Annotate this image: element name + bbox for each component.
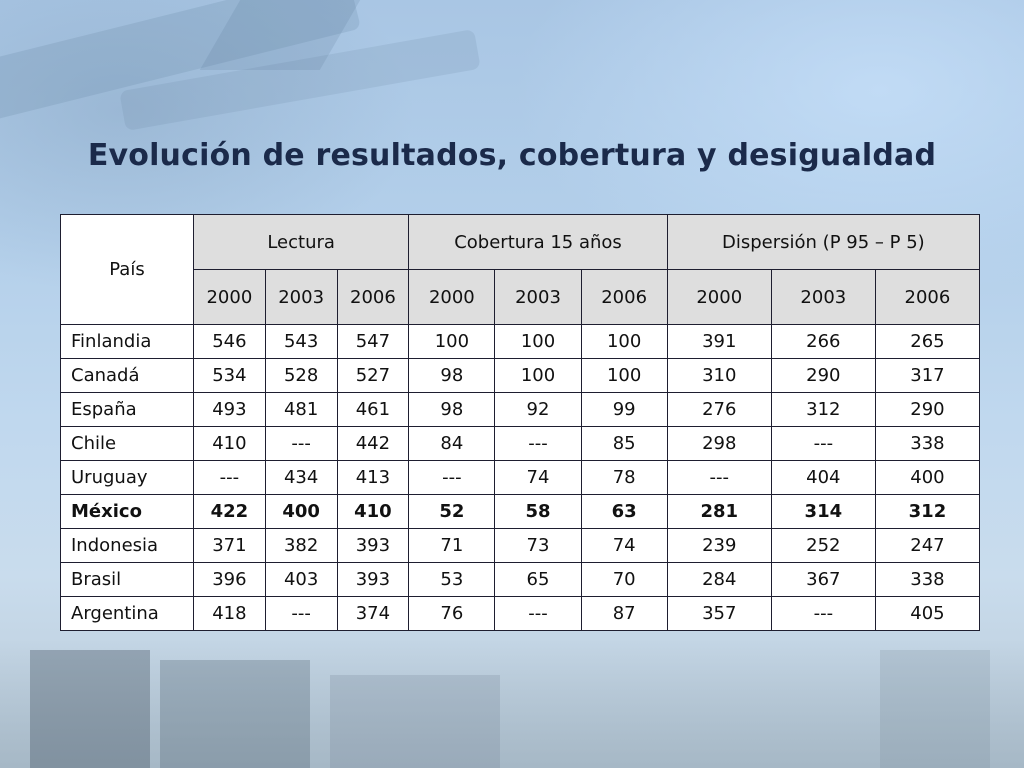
table-row (61, 563, 980, 597)
country-cell: España (61, 393, 194, 427)
cobertura-2000-cell: 84 (409, 427, 495, 461)
table-row (61, 393, 980, 427)
background-decoration (160, 660, 310, 768)
dispersion-2000-cell: 239 (667, 529, 771, 563)
background-decoration (200, 0, 360, 70)
cobertura-2006-cell: 99 (581, 393, 667, 427)
cobertura-2006-cell: 85 (581, 427, 667, 461)
lectura-2006-cell: 461 (337, 393, 409, 427)
background-decoration (119, 29, 480, 131)
dispersion-2003-cell: --- (771, 597, 875, 631)
cobertura-2000-cell: 98 (409, 393, 495, 427)
lectura-2006-cell: 442 (337, 427, 409, 461)
dispersion-2003-cell: 404 (771, 461, 875, 495)
dispersion-2000-cell: 391 (667, 325, 771, 359)
cobertura-2003-cell: 73 (495, 529, 581, 563)
year-header: 2006 (337, 270, 409, 325)
dispersion-2006-cell: 265 (875, 325, 979, 359)
dispersion-2006-cell: 290 (875, 393, 979, 427)
dispersion-2000-cell: 284 (667, 563, 771, 597)
lectura-2000-cell: 396 (194, 563, 266, 597)
lectura-2006-cell: 547 (337, 325, 409, 359)
cobertura-2000-cell: 76 (409, 597, 495, 631)
year-header: 2003 (771, 270, 875, 325)
cobertura-2003-cell: 100 (495, 325, 581, 359)
year-header: 2003 (265, 270, 337, 325)
dispersion-2003-cell: --- (771, 427, 875, 461)
table-row (61, 427, 980, 461)
cobertura-2006-cell: 78 (581, 461, 667, 495)
dispersion-2006-cell: 338 (875, 427, 979, 461)
dispersion-2000-cell: 276 (667, 393, 771, 427)
cobertura-2000-cell: --- (409, 461, 495, 495)
year-header: 2006 (875, 270, 979, 325)
country-cell: Indonesia (61, 529, 194, 563)
country-cell: Finlandia (61, 325, 194, 359)
slide-title: Evolución de resultados, cobertura y desigualdad (87, 138, 937, 173)
lectura-2006-cell: 374 (337, 597, 409, 631)
dispersion-2006-cell: 338 (875, 563, 979, 597)
group-header-cobertura: Cobertura 15 años (409, 215, 667, 270)
background-decoration (330, 675, 500, 768)
cobertura-2006-cell: 70 (581, 563, 667, 597)
background-decoration (880, 650, 990, 768)
group-header-dispersion: Dispersión (P 95 – P 5) (667, 215, 979, 270)
country-cell: Canadá (61, 359, 194, 393)
cobertura-2006-cell: 74 (581, 529, 667, 563)
lectura-2003-cell: 403 (265, 563, 337, 597)
lectura-2003-cell: --- (265, 597, 337, 631)
lectura-2006-cell: 413 (337, 461, 409, 495)
lectura-2003-cell: 434 (265, 461, 337, 495)
group-header-lectura: Lectura (194, 215, 409, 270)
lectura-2003-cell: --- (265, 427, 337, 461)
cobertura-2006-cell: 100 (581, 325, 667, 359)
lectura-2006-cell: 527 (337, 359, 409, 393)
table-row (61, 461, 980, 495)
lectura-2006-cell: 393 (337, 529, 409, 563)
table-row (61, 529, 980, 563)
results-table (60, 214, 980, 631)
dispersion-2006-cell: 400 (875, 461, 979, 495)
dispersion-2000-cell: 357 (667, 597, 771, 631)
dispersion-2006-cell: 317 (875, 359, 979, 393)
lectura-2003-cell: 528 (265, 359, 337, 393)
year-header: 2000 (667, 270, 771, 325)
lectura-2003-cell: 481 (265, 393, 337, 427)
lectura-2003-cell: 400 (265, 495, 337, 529)
dispersion-2000-cell: --- (667, 461, 771, 495)
year-header: 2000 (194, 270, 266, 325)
lectura-2006-cell: 393 (337, 563, 409, 597)
dispersion-2003-cell: 290 (771, 359, 875, 393)
lectura-2003-cell: 543 (265, 325, 337, 359)
background-decoration (0, 640, 1024, 768)
country-cell: México (61, 495, 194, 529)
year-header: 2006 (581, 270, 667, 325)
table-row (61, 597, 980, 631)
cobertura-2003-cell: 58 (495, 495, 581, 529)
lectura-2000-cell: 493 (194, 393, 266, 427)
dispersion-2003-cell: 252 (771, 529, 875, 563)
dispersion-2003-cell: 312 (771, 393, 875, 427)
dispersion-2006-cell: 312 (875, 495, 979, 529)
dispersion-2003-cell: 266 (771, 325, 875, 359)
background-decoration (0, 0, 361, 130)
dispersion-2003-cell: 367 (771, 563, 875, 597)
year-header-row (61, 270, 980, 325)
cobertura-2003-cell: 100 (495, 359, 581, 393)
dispersion-2003-cell: 314 (771, 495, 875, 529)
background-decoration (30, 650, 150, 768)
lectura-2006-cell: 410 (337, 495, 409, 529)
table-row (61, 325, 980, 359)
lectura-2000-cell: 418 (194, 597, 266, 631)
cobertura-2000-cell: 53 (409, 563, 495, 597)
country-column-header: País (61, 215, 194, 325)
dispersion-2000-cell: 281 (667, 495, 771, 529)
cobertura-2006-cell: 100 (581, 359, 667, 393)
year-header: 2000 (409, 270, 495, 325)
lectura-2000-cell: 371 (194, 529, 266, 563)
table-header-row (61, 215, 980, 270)
dispersion-2006-cell: 247 (875, 529, 979, 563)
year-header: 2003 (495, 270, 581, 325)
country-cell: Argentina (61, 597, 194, 631)
dispersion-2000-cell: 310 (667, 359, 771, 393)
lectura-2003-cell: 382 (265, 529, 337, 563)
lectura-2000-cell: 410 (194, 427, 266, 461)
lectura-2000-cell: 422 (194, 495, 266, 529)
cobertura-2003-cell: 74 (495, 461, 581, 495)
cobertura-2000-cell: 71 (409, 529, 495, 563)
cobertura-2003-cell: 65 (495, 563, 581, 597)
table-row (61, 359, 980, 393)
dispersion-2006-cell: 405 (875, 597, 979, 631)
cobertura-2003-cell: 92 (495, 393, 581, 427)
lectura-2000-cell: 546 (194, 325, 266, 359)
cobertura-2000-cell: 100 (409, 325, 495, 359)
dispersion-2000-cell: 298 (667, 427, 771, 461)
cobertura-2003-cell: --- (495, 597, 581, 631)
cobertura-2006-cell: 63 (581, 495, 667, 529)
country-cell: Brasil (61, 563, 194, 597)
lectura-2000-cell: 534 (194, 359, 266, 393)
cobertura-2006-cell: 87 (581, 597, 667, 631)
country-cell: Chile (61, 427, 194, 461)
lectura-2000-cell: --- (194, 461, 266, 495)
cobertura-2000-cell: 52 (409, 495, 495, 529)
table-row-highlighted (61, 495, 980, 529)
cobertura-2000-cell: 98 (409, 359, 495, 393)
country-cell: Uruguay (61, 461, 194, 495)
cobertura-2003-cell: --- (495, 427, 581, 461)
